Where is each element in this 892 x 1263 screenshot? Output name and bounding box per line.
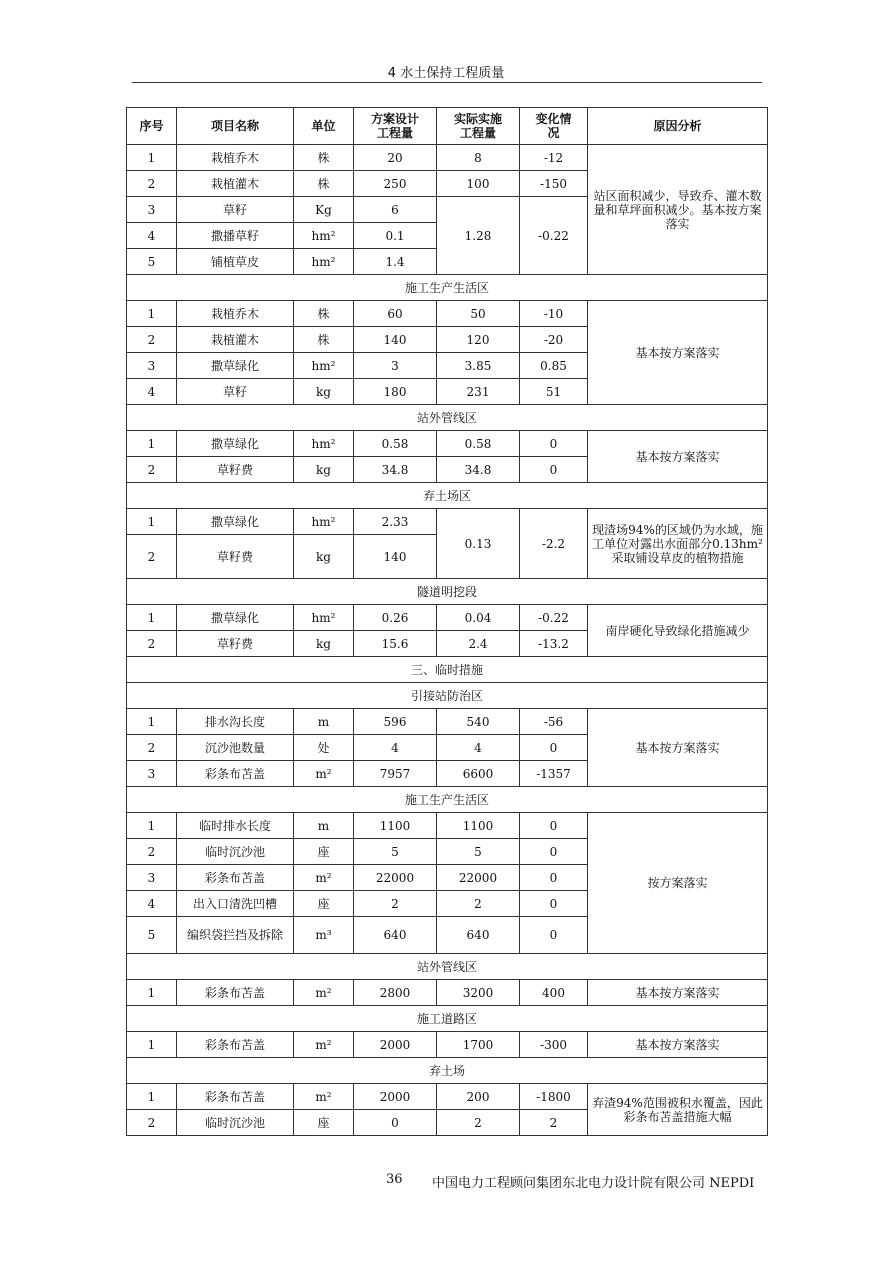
table-row: [127, 813, 768, 839]
cell-item-name: 彩条布苫盖: [177, 865, 294, 891]
cell-unit: 株: [294, 145, 354, 171]
section-row: [127, 787, 768, 813]
cell-change: 0: [520, 457, 588, 483]
cell-change: -20: [520, 327, 588, 353]
cell-unit: 株: [294, 171, 354, 197]
cell-planned: 20: [354, 145, 437, 171]
section-title: 站外管线区: [127, 405, 768, 431]
reason-cell: 现渣场94%的区域仍为水域，施工单位对露出水面部分0.13hm²采取铺设草皮的植物措施: [588, 509, 768, 579]
table-row: [127, 301, 768, 327]
cell-seq: 2: [127, 327, 177, 353]
cell-actual: 640: [437, 917, 520, 954]
section-row: [127, 683, 768, 709]
cell-change: 0: [520, 865, 588, 891]
merged-change-cell: -2.2: [520, 509, 588, 579]
cell-planned: 2800: [354, 980, 437, 1006]
cell-item-name: 撒播草籽: [177, 223, 294, 249]
cell-seq: 3: [127, 353, 177, 379]
cell-seq: 4: [127, 891, 177, 917]
table-row: [127, 1084, 768, 1110]
cell-change: 0: [520, 891, 588, 917]
cell-unit: m²: [294, 1032, 354, 1058]
table-row: [127, 980, 768, 1006]
cell-item-name: 彩条布苫盖: [177, 1032, 294, 1058]
cell-seq: 5: [127, 249, 177, 275]
cell-seq: 1: [127, 605, 177, 631]
cell-unit: m²: [294, 761, 354, 787]
cell-seq: 2: [127, 535, 177, 579]
cell-planned: 4: [354, 735, 437, 761]
cell-item-name: 栽植乔木: [177, 301, 294, 327]
cell-seq: 1: [127, 709, 177, 735]
cell-actual: 8: [437, 145, 520, 171]
cell-item-name: 排水沟长度: [177, 709, 294, 735]
cell-seq: 1: [127, 813, 177, 839]
cell-item-name: 彩条布苫盖: [177, 761, 294, 787]
cell-planned: 2000: [354, 1032, 437, 1058]
cell-change: -0.22: [520, 605, 588, 631]
header-seq: 序号: [127, 108, 177, 145]
cell-item-name: 栽植灌木: [177, 171, 294, 197]
cell-item-name: 草籽: [177, 197, 294, 223]
cell-planned: 60: [354, 301, 437, 327]
section-row: [127, 657, 768, 683]
cell-seq: 2: [127, 735, 177, 761]
cell-seq: 3: [127, 865, 177, 891]
header-planned: 方案设计 工程量: [354, 108, 437, 145]
table-row: [127, 709, 768, 735]
cell-planned: 34.8: [354, 457, 437, 483]
cell-unit: hm²: [294, 353, 354, 379]
cell-planned: 0.26: [354, 605, 437, 631]
cell-actual: 22000: [437, 865, 520, 891]
cell-unit: 座: [294, 891, 354, 917]
cell-actual: 231: [437, 379, 520, 405]
cell-actual: 100: [437, 171, 520, 197]
cell-seq: 1: [127, 509, 177, 535]
cell-actual: 50: [437, 301, 520, 327]
table-header-row: [127, 108, 768, 145]
cell-change: 400: [520, 980, 588, 1006]
cell-seq: 2: [127, 839, 177, 865]
cell-actual: 6600: [437, 761, 520, 787]
cell-planned: 250: [354, 171, 437, 197]
reason-cell: 基本按方案落实: [588, 431, 768, 483]
cell-change: -13.2: [520, 631, 588, 657]
cell-change: -1357: [520, 761, 588, 787]
cell-change: -10: [520, 301, 588, 327]
cell-planned: 2000: [354, 1084, 437, 1110]
cell-planned: 1.4: [354, 249, 437, 275]
section-row: [127, 1058, 768, 1084]
header-divider: [132, 82, 762, 83]
cell-seq: 2: [127, 631, 177, 657]
cell-change: 2: [520, 1110, 588, 1136]
cell-unit: m²: [294, 865, 354, 891]
cell-item-name: 栽植灌木: [177, 327, 294, 353]
cell-actual: 1100: [437, 813, 520, 839]
merged-actual-cell: 0.13: [437, 509, 520, 579]
section-title: 引接站防治区: [127, 683, 768, 709]
section-title: 三、临时措施: [127, 657, 768, 683]
cell-unit: 座: [294, 839, 354, 865]
cell-unit: kg: [294, 535, 354, 579]
cell-item-name: 撒草绿化: [177, 431, 294, 457]
section-title: 弃土场区: [127, 483, 768, 509]
cell-unit: 座: [294, 1110, 354, 1136]
section-title: 弃土场: [127, 1058, 768, 1084]
cell-actual: 34.8: [437, 457, 520, 483]
reason-cell: 站区面积减少，导致乔、灌木数量和草坪面积减少。基本按方案落实: [588, 145, 768, 275]
cell-change: 0: [520, 431, 588, 457]
section-title: 隧道明挖段: [127, 579, 768, 605]
cell-seq: 1: [127, 1032, 177, 1058]
cell-unit: m: [294, 813, 354, 839]
cell-planned: 22000: [354, 865, 437, 891]
cell-unit: m²: [294, 1084, 354, 1110]
cell-seq: 1: [127, 145, 177, 171]
cell-unit: 株: [294, 327, 354, 353]
reason-cell: 基本按方案落实: [588, 1032, 768, 1058]
cell-unit: hm²: [294, 509, 354, 535]
cell-seq: 1: [127, 980, 177, 1006]
cell-planned: 6: [354, 197, 437, 223]
cell-planned: 2: [354, 891, 437, 917]
cell-actual: 200: [437, 1084, 520, 1110]
cell-item-name: 沉沙池数量: [177, 735, 294, 761]
cell-change: 0.85: [520, 353, 588, 379]
section-row: [127, 483, 768, 509]
cell-actual: 5: [437, 839, 520, 865]
reason-cell: 基本按方案落实: [588, 980, 768, 1006]
cell-actual: 3.85: [437, 353, 520, 379]
cell-seq: 3: [127, 761, 177, 787]
section-row: [127, 579, 768, 605]
cell-unit: m³: [294, 917, 354, 954]
header-change: 变化情 况: [520, 108, 588, 145]
cell-item-name: 铺植草皮: [177, 249, 294, 275]
cell-planned: 640: [354, 917, 437, 954]
header-item-name: 项目名称: [177, 108, 294, 145]
cell-item-name: 草籽: [177, 379, 294, 405]
reason-cell: 按方案落实: [588, 813, 768, 954]
cell-change: 0: [520, 735, 588, 761]
cell-item-name: 栽植乔木: [177, 145, 294, 171]
cell-planned: 180: [354, 379, 437, 405]
cell-item-name: 草籽费: [177, 457, 294, 483]
cell-change: -300: [520, 1032, 588, 1058]
page-number: 36: [386, 1172, 403, 1187]
cell-planned: 140: [354, 535, 437, 579]
reason-cell: 基本按方案落实: [588, 301, 768, 405]
reason-cell: 基本按方案落实: [588, 709, 768, 787]
cell-actual: 0.04: [437, 605, 520, 631]
cell-change: -1800: [520, 1084, 588, 1110]
cell-unit: 处: [294, 735, 354, 761]
cell-unit: kg: [294, 457, 354, 483]
cell-change: 51: [520, 379, 588, 405]
cell-item-name: 撒草绿化: [177, 509, 294, 535]
header-actual: 实际实施 工程量: [437, 108, 520, 145]
table-row: [127, 145, 768, 171]
cell-unit: m: [294, 709, 354, 735]
cell-unit: m²: [294, 980, 354, 1006]
cell-actual: 120: [437, 327, 520, 353]
cell-item-name: 临时沉沙池: [177, 1110, 294, 1136]
cell-change: -56: [520, 709, 588, 735]
cell-planned: 5: [354, 839, 437, 865]
cell-actual: 540: [437, 709, 520, 735]
table-row: [127, 509, 768, 535]
section-title: 施工道路区: [127, 1006, 768, 1032]
cell-actual: 4: [437, 735, 520, 761]
cell-seq: 4: [127, 379, 177, 405]
cell-change: -12: [520, 145, 588, 171]
merged-actual-cell: 1.28: [437, 197, 520, 275]
section-title: 施工生产生活区: [127, 275, 768, 301]
cell-unit: hm²: [294, 431, 354, 457]
cell-seq: 5: [127, 917, 177, 954]
cell-item-name: 撒草绿化: [177, 605, 294, 631]
cell-item-name: 编织袋拦挡及拆除: [177, 917, 294, 954]
cell-actual: 0.58: [437, 431, 520, 457]
cell-actual: 2: [437, 1110, 520, 1136]
cell-item-name: 撒草绿化: [177, 353, 294, 379]
reason-cell: 弃渣94%范围被积水覆盖，因此彩条布苫盖措施大幅: [588, 1084, 768, 1136]
footer-organization: 中国电力工程顾问集团东北电力设计院有限公司 NEPDI: [432, 1176, 755, 1191]
cell-change: 0: [520, 839, 588, 865]
cell-actual: 2: [437, 891, 520, 917]
reason-cell: 南岸硬化导致绿化措施减少: [588, 605, 768, 657]
cell-unit: 株: [294, 301, 354, 327]
section-title: 施工生产生活区: [127, 787, 768, 813]
cell-actual: 2.4: [437, 631, 520, 657]
table-row: [127, 605, 768, 631]
cell-item-name: 草籽费: [177, 631, 294, 657]
cell-actual: 1700: [437, 1032, 520, 1058]
cell-unit: kg: [294, 379, 354, 405]
cell-unit: kg: [294, 631, 354, 657]
cell-planned: 2.33: [354, 509, 437, 535]
cell-item-name: 草籽费: [177, 535, 294, 579]
cell-unit: hm²: [294, 605, 354, 631]
cell-item-name: 出入口清洗凹槽: [177, 891, 294, 917]
cell-seq: 1: [127, 301, 177, 327]
cell-planned: 7957: [354, 761, 437, 787]
page-header-title: 4 水土保持工程质量: [387, 66, 505, 81]
cell-planned: 3: [354, 353, 437, 379]
cell-change: 0: [520, 813, 588, 839]
cell-planned: 0.58: [354, 431, 437, 457]
merged-change-cell: -0.22: [520, 197, 588, 275]
table-row: [127, 431, 768, 457]
cell-seq: 3: [127, 197, 177, 223]
cell-actual: 3200: [437, 980, 520, 1006]
cell-planned: 0.1: [354, 223, 437, 249]
cell-item-name: 彩条布苫盖: [177, 980, 294, 1006]
table-row: [127, 1032, 768, 1058]
cell-planned: 596: [354, 709, 437, 735]
cell-unit: hm²: [294, 249, 354, 275]
section-row: [127, 1006, 768, 1032]
cell-unit: Kg: [294, 197, 354, 223]
cell-planned: 140: [354, 327, 437, 353]
cell-seq: 1: [127, 431, 177, 457]
section-row: [127, 954, 768, 980]
cell-item-name: 临时沉沙池: [177, 839, 294, 865]
section-row: [127, 405, 768, 431]
cell-item-name: 临时排水长度: [177, 813, 294, 839]
section-title: 站外管线区: [127, 954, 768, 980]
section-row: [127, 275, 768, 301]
cell-seq: 2: [127, 1110, 177, 1136]
cell-seq: 4: [127, 223, 177, 249]
cell-change: 0: [520, 917, 588, 954]
cell-seq: 2: [127, 457, 177, 483]
header-unit: 单位: [294, 108, 354, 145]
quantity-table: [126, 107, 768, 1136]
cell-seq: 2: [127, 171, 177, 197]
cell-change: -150: [520, 171, 588, 197]
cell-planned: 15.6: [354, 631, 437, 657]
cell-planned: 1100: [354, 813, 437, 839]
cell-seq: 1: [127, 1084, 177, 1110]
header-reason: 原因分析: [588, 108, 768, 145]
cell-item-name: 彩条布苫盖: [177, 1084, 294, 1110]
cell-unit: hm²: [294, 223, 354, 249]
cell-planned: 0: [354, 1110, 437, 1136]
